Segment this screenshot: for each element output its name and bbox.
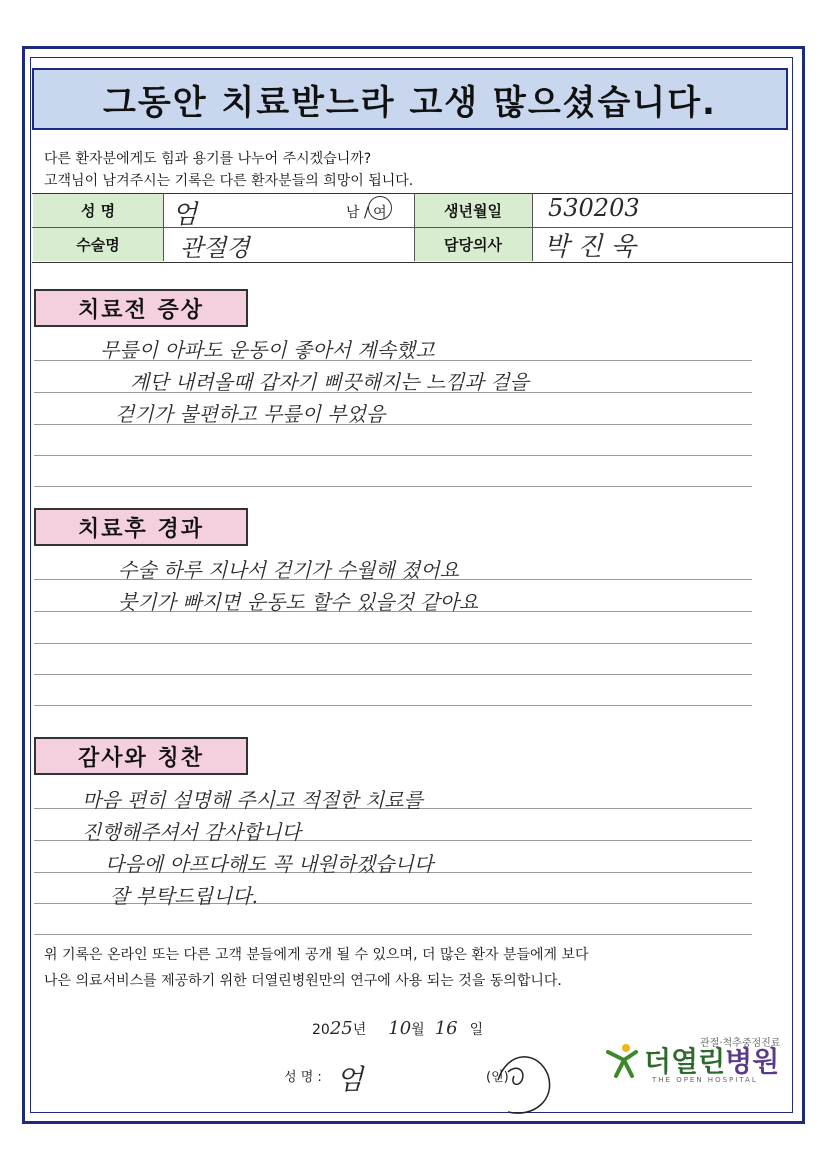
before-line-2: 계단 내려올때 갑자기 삐끗해지는 느낌과 걸을 — [130, 370, 529, 394]
thanks-line-2: 진행해주셔서 감사합니다 — [82, 820, 301, 844]
before-line-1: 무릎이 아파도 운동이 좋아서 계속했고 — [100, 338, 435, 362]
intro-line-1: 다른 환자분에게도 힘과 용기를 나누어 주시겠습니까? — [44, 151, 372, 167]
table-vline — [163, 193, 164, 261]
writing-rule — [34, 705, 752, 706]
writing-rule — [34, 455, 752, 456]
hospital-logo — [604, 1040, 779, 1080]
consent-line-1: 위 기록은 온라인 또는 다른 고객 분들에게 공개 될 수 있으며, 더 많은 환자 분들에게 보다 — [44, 947, 589, 963]
gender-selected-mark — [368, 196, 392, 220]
writing-rule — [34, 934, 752, 935]
table-vline — [414, 193, 415, 261]
logo-english: THE OPEN HOSPITAL — [652, 1076, 758, 1084]
writing-rule — [34, 674, 752, 675]
date-month: 10 — [388, 1018, 412, 1039]
date-century: 20 — [312, 1022, 330, 1038]
date-month-unit: 월 — [411, 1022, 425, 1038]
section-thanks-title: 감사와 칭찬 — [34, 737, 248, 775]
after-line-2: 붓기가 빠지면 운동도 할수 있을것 같아요 — [118, 590, 479, 614]
doctor-value: 박 진 욱 — [544, 232, 636, 262]
signature-name: 엄 — [336, 1063, 364, 1096]
thanks-line-1: 마음 편히 설명해 주시고 적절한 치료를 — [82, 788, 423, 812]
before-line-3: 걷기가 불편하고 무릎이 부었음 — [115, 402, 386, 426]
date-year: 25 — [329, 1018, 353, 1039]
date-day: 16 — [434, 1018, 458, 1039]
name-label: 성 명 — [33, 194, 163, 227]
section-after-title: 치료후 경과 — [34, 508, 248, 546]
birth-label: 생년월일 — [414, 194, 532, 227]
surgery-label: 수술명 — [33, 228, 163, 261]
seal-label: (인) — [486, 1070, 509, 1085]
logo-subtitle: 관절·척추중점진료 — [700, 1038, 781, 1049]
doctor-label: 담당의사 — [414, 228, 532, 261]
logo-name-a: 더열린 — [644, 1045, 726, 1078]
name-value: 엄 — [172, 200, 198, 230]
writing-rule — [34, 486, 752, 487]
section-before-title: 치료전 증상 — [34, 289, 248, 327]
thanks-line-4: 잘 부탁드립니다. — [110, 884, 258, 908]
gender-options: 남 / 여 — [346, 205, 387, 221]
page-title: 그동안 치료받느라 고생 많으셨습니다. — [32, 68, 788, 130]
after-line-1: 수술 하루 지나서 걷기가 수월해 졌어요 — [118, 558, 459, 582]
birth-value: 530203 — [548, 194, 640, 222]
signature-scribble — [478, 1040, 568, 1120]
date-row — [312, 1018, 483, 1039]
writing-rule — [34, 643, 752, 644]
table-vline — [532, 193, 533, 261]
logo-figure-icon — [604, 1042, 640, 1078]
surgery-value: 관절경 — [180, 234, 250, 262]
consent-line-2: 나은 의료서비스를 제공하기 위한 더열린병원만의 연구에 사용 되는 것을 동의합니다. — [44, 973, 562, 989]
date-year-unit: 년 — [352, 1022, 367, 1038]
date-day-unit: 일 — [469, 1022, 484, 1038]
thanks-line-3: 다음에 아프다해도 꼭 내원하겠습니다 — [105, 852, 434, 876]
intro-line-2: 고객님이 남겨주시는 기록은 다른 환자분들의 희망이 됩니다. — [44, 173, 414, 189]
signature-label: 성 명 : — [284, 1070, 322, 1085]
logo-name-b: 병원 — [725, 1045, 780, 1078]
